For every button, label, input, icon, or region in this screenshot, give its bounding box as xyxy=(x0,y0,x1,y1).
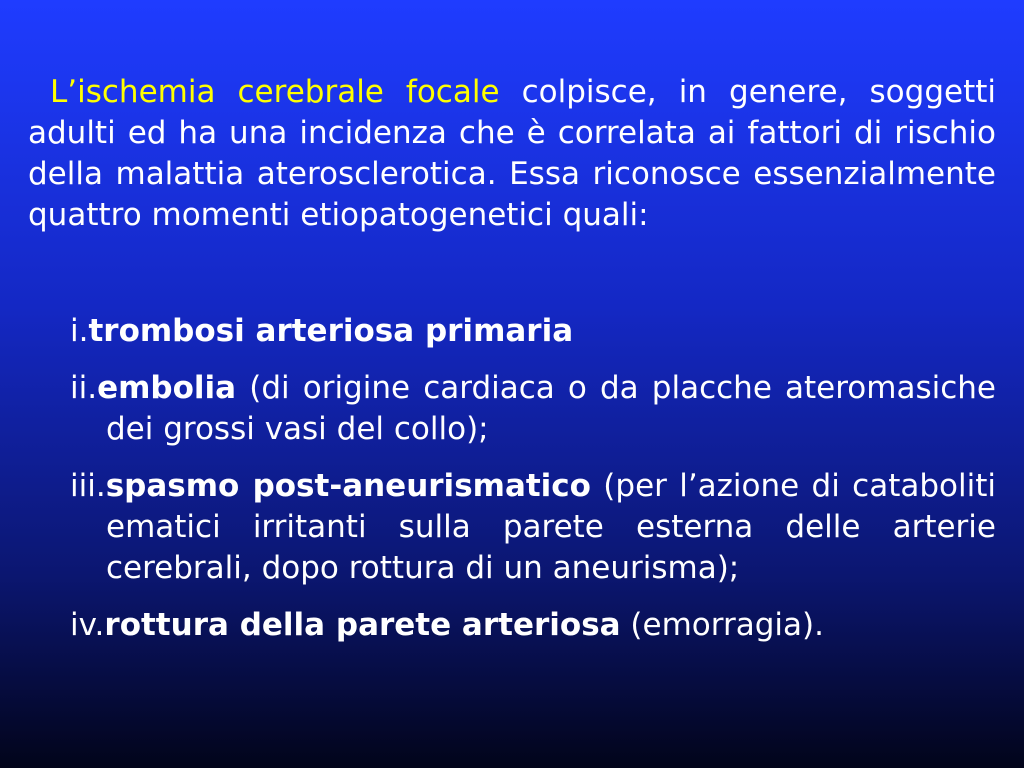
list-item-text: (di origine cardiaca o da placche ateromasiche dei grossi vasi del collo); xyxy=(106,370,996,447)
list-item xyxy=(70,466,996,589)
list-item xyxy=(70,605,996,646)
list-item-text: (emorragia). xyxy=(620,607,824,643)
list-item-lead: spasmo post-aneurismatico xyxy=(105,468,591,504)
etiopathogenetic-list xyxy=(70,311,996,662)
list-item xyxy=(70,311,996,352)
list-item xyxy=(70,368,996,450)
list-marker: ii. xyxy=(70,370,98,406)
intro-text: colpisce, in genere, soggetti adulti ed ha una incidenza che è correlata ai fattori di rischio della malattia aterosclerotica. Essa riconosce essenzialmente quattro momenti etiopatogenetici quali: xyxy=(28,74,996,233)
list-item-text: (per l’azione di cataboliti ematici irritanti sulla parete esterna delle arterie cerebrali, dopo rottura di un aneurisma); xyxy=(106,468,996,586)
list-item-lead: rottura della parete arteriosa xyxy=(104,607,621,643)
list-marker: iv. xyxy=(70,607,105,643)
list-item-lead: embolia xyxy=(97,370,237,406)
list-marker: iii. xyxy=(70,468,106,504)
intro-highlight: L’ischemia cerebrale focale xyxy=(50,74,500,110)
list-item-lead: trombosi arteriosa primaria xyxy=(88,313,574,349)
list-marker: i. xyxy=(70,313,89,349)
intro-paragraph xyxy=(28,72,996,236)
